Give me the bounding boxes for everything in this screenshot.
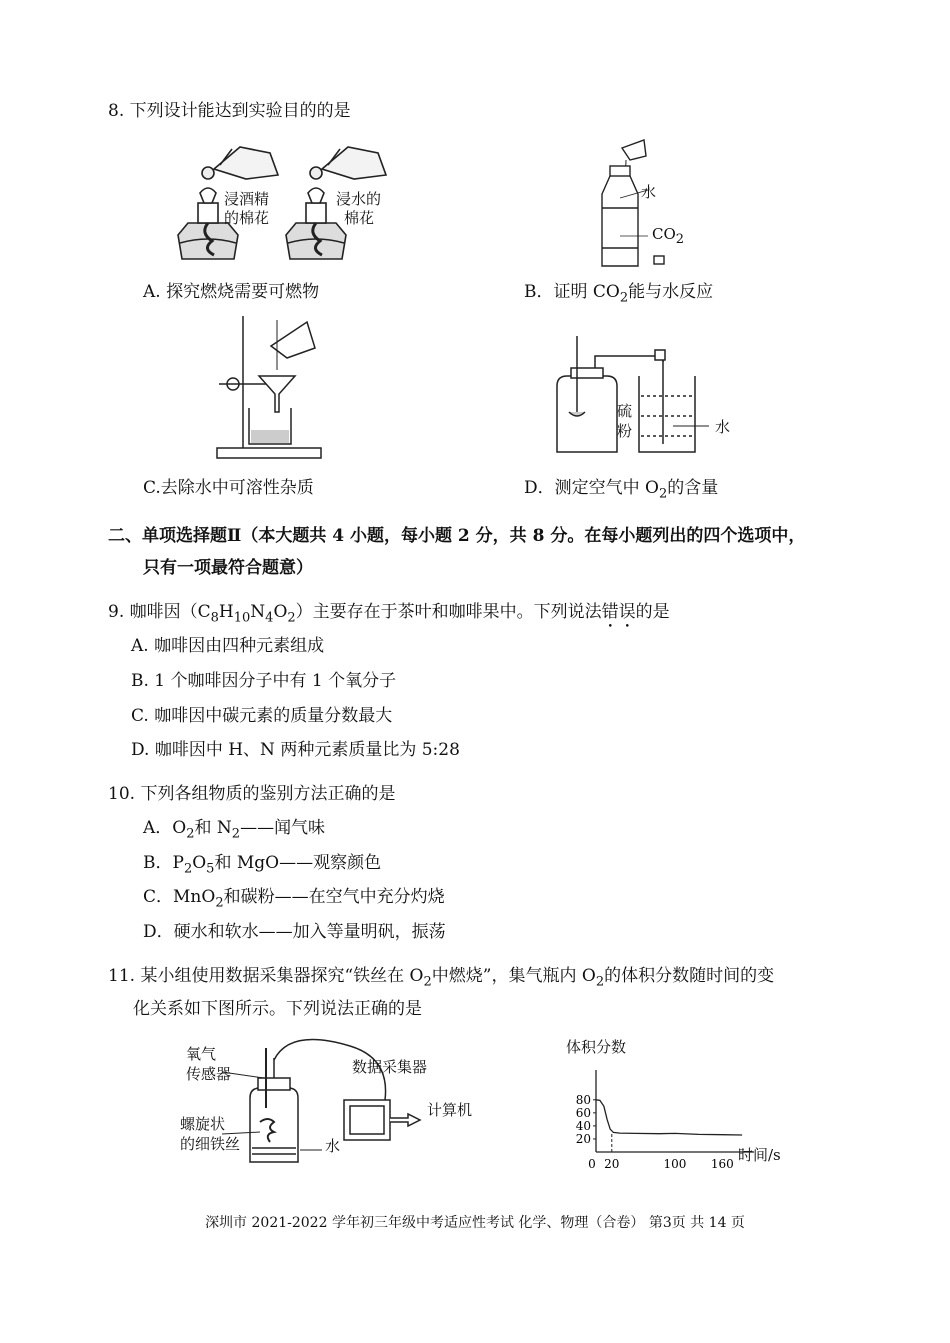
x-tick-label: 0 — [588, 1157, 596, 1171]
q9-option-b: B. 1 个咖啡因分子中有 1 个氧分子 — [131, 671, 397, 691]
figure-c-filtration — [215, 312, 325, 460]
q11-stem-line1: 11. 某小组使用数据采集器探究“铁丝在 $O_2$中燃烧”，集气瓶内 $O_2$的体积分数随时间的变 — [108, 966, 775, 990]
q8-option-d: D．测定空气中 $O_2$的含量 — [524, 478, 719, 502]
figure-b-bottle — [600, 138, 690, 273]
q11-stem-line2: 化关系如下图所示。下列说法正确的是 — [133, 999, 422, 1019]
figure-d-apparatus — [555, 336, 725, 454]
q10-stem: 10. 下列各组物质的鉴别方法正确的是 — [108, 784, 396, 804]
chart-ylabel: 体积分数 — [566, 1038, 627, 1056]
y-tick-label: 40 — [575, 1118, 591, 1133]
sulfur-label-1: 硫 — [617, 402, 633, 420]
collector-label: 数据采集器 — [352, 1058, 428, 1076]
q10-option-b: B．$P_2O_5$和 MgO——观察颜色 — [143, 853, 382, 877]
cotton-alcohol-label-2: 的棉花 — [224, 209, 270, 227]
q10-option-a: A．$O_2$和 $N_2——$闻气味 — [143, 818, 326, 842]
q10-option-d: D．硬水和软水——加入等量明矾，振荡 — [143, 922, 446, 942]
water-label-d: 水 — [715, 418, 731, 436]
x-tick-label: 160 — [710, 1157, 734, 1171]
series-line-o2 — [596, 1100, 742, 1135]
q9-option-a: A. 咖啡因由四种元素组成 — [131, 636, 325, 656]
y-tick-label: 20 — [575, 1131, 591, 1146]
emphasis-wrong: 错误 — [601, 602, 636, 622]
y-tick-label: 60 — [575, 1105, 591, 1120]
wire-label-1: 螺旋状 — [180, 1115, 226, 1133]
cotton-water-label-2: 棉花 — [344, 209, 375, 227]
q8-option-a: A. 探究燃烧需要可燃物 — [143, 282, 320, 302]
co2-label-b: $CO_2$ — [652, 225, 685, 247]
section2-line2: 只有一项最符合题意） — [143, 558, 313, 578]
q8-stem: 8. 下列设计能达到实验目的的是 — [108, 101, 351, 121]
q8-option-b: B．证明 $CO_2$能与水反应 — [524, 282, 714, 306]
cotton-alcohol-label-1: 浸酒精 — [224, 190, 270, 208]
sulfur-label-2: 粉 — [617, 422, 633, 440]
section2-line1: 二、单项选择题Ⅱ（本大题共 4 小题，每小题 2 分，共 8 分。在每小题列出的四个选项中， — [108, 526, 806, 546]
q8-option-c: C.去除水中可溶性杂质 — [143, 478, 314, 498]
cotton-water-label-1: 浸水的 — [336, 190, 382, 208]
chart-xlabel: 时间/s — [738, 1146, 781, 1164]
water-label-b: 水 — [641, 183, 657, 201]
x-tick-label: 100 — [663, 1157, 687, 1171]
q9-option-c: C. 咖啡因中碳元素的质量分数最大 — [131, 706, 393, 726]
page-footer: 深圳市 2021-2022 学年初三年级中考适应性考试 化学、物理（合卷） 第3页 共 14 页 — [205, 1215, 745, 1231]
q9-stem: 9. 咖啡因$(C_8H_{10}N_4O_2)$主要存在于茶叶和咖啡果中。下列说法错误的是 — [108, 602, 670, 626]
sensor-label-1: 氧气 — [186, 1045, 217, 1063]
water-label-q11: 水 — [325, 1137, 341, 1155]
x-tick-label: 20 — [604, 1157, 620, 1171]
y-tick-label: 80 — [575, 1092, 591, 1107]
sensor-label-2: 传感器 — [186, 1065, 232, 1083]
q10-option-c: C．MnO$_2$和碳粉——在空气中充分灼烧 — [143, 887, 445, 911]
computer-label: 计算机 — [427, 1101, 473, 1119]
wire-label-2: 的细铁丝 — [180, 1135, 241, 1153]
q9-option-d: D. 咖啡因中 H、N 两种元素质量比为 5:28 — [131, 740, 460, 760]
